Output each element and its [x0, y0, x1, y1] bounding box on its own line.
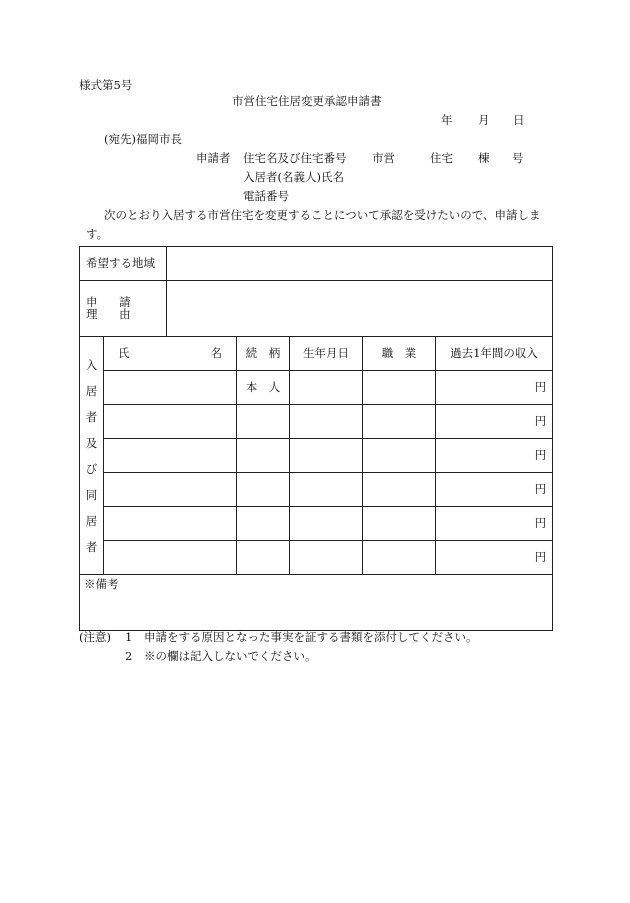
resident-relation-cell[interactable] [237, 541, 290, 575]
resident-occupation-cell[interactable] [363, 405, 436, 439]
header-birthdate: 生年月日 [290, 337, 363, 371]
form-number: 様式第5号 [79, 78, 133, 92]
resident-occupation-cell[interactable] [363, 541, 436, 575]
header-name [104, 337, 237, 371]
vertical-char: 同 [85, 487, 98, 502]
house-label: 住宅 [430, 151, 453, 165]
header-name-left: 氏 [118, 345, 130, 360]
date-year: 年 [441, 113, 453, 127]
resident-row [80, 507, 553, 541]
number-label: 号 [512, 151, 524, 165]
resident-birthdate-cell[interactable] [290, 473, 363, 507]
header-relation: 続 柄 [237, 337, 290, 371]
header-occupation: 職 業 [363, 337, 436, 371]
addressee: (宛先)福岡市長 [104, 132, 182, 146]
note-number: 1 [125, 630, 133, 644]
resident-row [80, 371, 553, 405]
vertical-char: 及 [85, 435, 98, 450]
resident-name-cell[interactable] [104, 405, 237, 439]
resident-income-cell[interactable]: 円 [436, 405, 553, 439]
note-text: ※の欄は記入しないでください。 [144, 649, 317, 663]
note-text: 申請をする原因となった事実を証する書類を添付してください。 [144, 630, 478, 644]
resident-income-cell[interactable]: 円 [436, 473, 553, 507]
body-text-line1: 次のとおり入居する市営住宅を変更することについて承認を受けたいので、申請しま [104, 208, 541, 222]
date-day: 日 [513, 113, 525, 127]
vertical-char: び [85, 461, 98, 476]
residents-header-row [80, 337, 553, 371]
vertical-char: 者 [85, 539, 98, 554]
resident-occupation-cell[interactable] [363, 371, 436, 405]
reason-row [80, 281, 553, 337]
resident-relation-cell[interactable] [237, 439, 290, 473]
desired-area-label: 希望する地域 [80, 247, 167, 281]
resident-occupation-cell[interactable] [363, 473, 436, 507]
resident-name-cell[interactable] [104, 439, 237, 473]
resident-name-cell[interactable] [104, 473, 237, 507]
resident-row [80, 439, 553, 473]
vertical-char: 居 [85, 383, 98, 398]
resident-birthdate-cell[interactable] [290, 405, 363, 439]
resident-income-cell[interactable]: 円 [436, 507, 553, 541]
remarks-field[interactable] [80, 575, 553, 631]
resident-birthdate-cell[interactable] [290, 371, 363, 405]
vertical-char: 居 [85, 513, 98, 528]
application-form-table [79, 246, 553, 631]
header-income: 過去1年間の収入 [436, 337, 553, 371]
resident-name-cell[interactable] [104, 371, 237, 405]
resident-relation-cell[interactable] [237, 507, 290, 541]
housing-name-label: 住宅名及び住宅番号 [243, 151, 347, 165]
resident-occupation-cell[interactable] [363, 439, 436, 473]
resident-name-label: 入居者(名義人)氏名 [243, 170, 344, 184]
note-number: 2 [125, 649, 133, 663]
resident-row [80, 541, 553, 575]
resident-birthdate-cell[interactable] [290, 541, 363, 575]
resident-occupation-cell[interactable] [363, 507, 436, 541]
resident-name-cell[interactable] [104, 507, 237, 541]
resident-relation-cell[interactable] [237, 473, 290, 507]
resident-income-cell[interactable]: 円 [436, 541, 553, 575]
vertical-char: 入 [85, 357, 98, 372]
resident-income-cell[interactable]: 円 [436, 371, 553, 405]
resident-birthdate-cell[interactable] [290, 507, 363, 541]
body-text-line2: す。 [86, 227, 109, 241]
remarks-row [80, 575, 553, 631]
building-label: 棟 [478, 151, 490, 165]
resident-row [80, 473, 553, 507]
resident-row [80, 405, 553, 439]
resident-name-cell[interactable] [104, 541, 237, 575]
resident-birthdate-cell[interactable] [290, 439, 363, 473]
resident-income-cell[interactable]: 円 [436, 439, 553, 473]
reason-label: 申 請 理 由 [80, 281, 167, 337]
reason-field[interactable] [167, 281, 553, 337]
vertical-char: 者 [85, 409, 98, 424]
notes-label: (注意) [79, 630, 111, 644]
header-name-right: 名 [210, 345, 222, 360]
desired-area-field[interactable] [167, 247, 553, 281]
resident-relation-cell[interactable]: 本 人 [237, 371, 290, 405]
resident-relation-cell[interactable] [237, 405, 290, 439]
remarks-label: ※備考 [84, 577, 119, 591]
residents-vertical-label [80, 337, 104, 575]
applicant-label: 申請者 [196, 151, 231, 165]
city-label: 市営 [372, 151, 395, 165]
phone-label: 電話番号 [243, 189, 289, 203]
desired-area-row [80, 247, 553, 281]
date-month: 月 [478, 113, 490, 127]
document-title: 市営住宅住居変更承認申請書 [232, 94, 382, 108]
